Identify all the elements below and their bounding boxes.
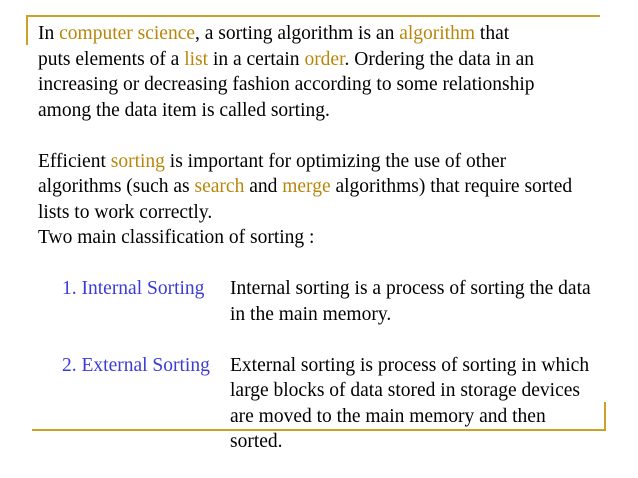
top-rule [26, 15, 600, 17]
definition-line-3: increasing or decreasing fashion according to some relationship [38, 74, 535, 95]
merge-link[interactable]: merge [282, 176, 331, 197]
sorting-link[interactable]: sorting [110, 150, 165, 172]
external-sorting-label: 2. External Sorting [62, 354, 210, 376]
internal-sorting-label: 1. Internal Sorting [62, 278, 205, 299]
list-item-gap [38, 327, 630, 353]
paragraph-gap [38, 123, 630, 149]
efficiency-line-2: algorithms (such as search and merge algorithms) that require sorted [38, 176, 573, 197]
list-item-external-sorting [38, 353, 630, 455]
computer-science-link[interactable]: computer science [59, 23, 196, 44]
list-item-internal-sorting [38, 276, 630, 327]
order-link[interactable]: order [304, 48, 345, 70]
algorithm-link[interactable]: algorithm [399, 23, 476, 44]
definition-line-2: puts elements of a list in a certain order. Ordering the data in an [38, 48, 535, 70]
definition-line-1: In computer science, a sorting algorithm is an algorithm that [38, 23, 510, 44]
efficiency-line-1: Efficient sorting is important for optimizing the use of other [38, 150, 507, 172]
classification-intro: Two main classification of sorting : [38, 227, 315, 248]
definition-line-4: among the data item is called sorting. [38, 99, 330, 121]
definition-paragraph [38, 21, 630, 123]
left-rule [26, 15, 28, 45]
internal-sorting-description: Internal sorting is a process of sorting the data in the main memory. [230, 278, 591, 325]
list-link[interactable]: list [184, 48, 209, 70]
slide-content [38, 21, 630, 455]
efficiency-paragraph [38, 149, 630, 251]
efficiency-line-3: lists to work correctly. [38, 201, 213, 223]
external-sorting-description: External sorting is process of sorting in which large blocks of data stored in storage devices are moved to the main memory and then sorted. [230, 354, 590, 452]
search-link[interactable]: search [194, 176, 245, 197]
list-gap [38, 251, 630, 277]
